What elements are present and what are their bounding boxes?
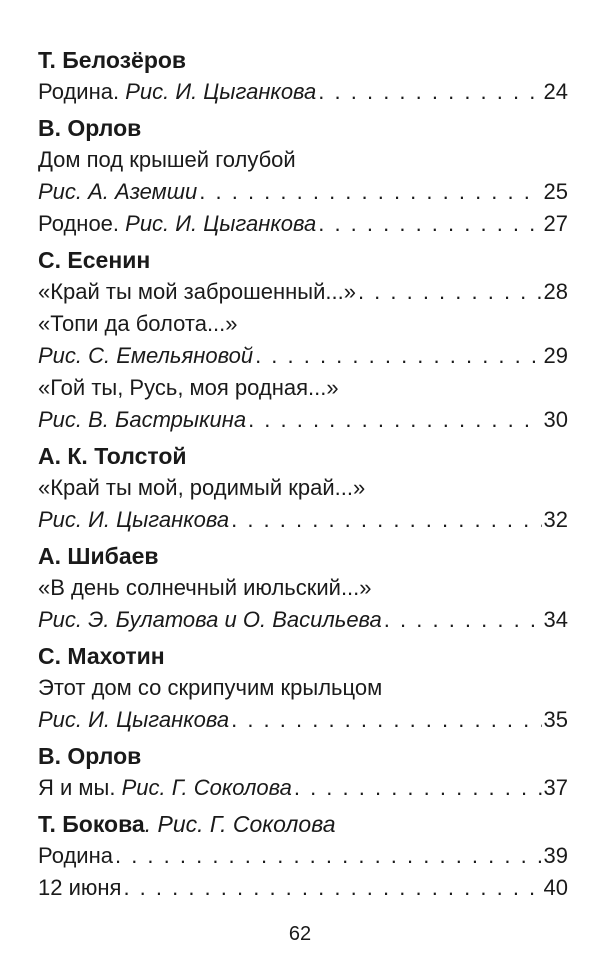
toc-entry-title — [38, 572, 568, 604]
toc-dot-leader — [123, 872, 541, 904]
toc-entry — [38, 208, 568, 240]
toc-entry-title — [38, 872, 121, 904]
toc-entry-title — [38, 340, 253, 372]
toc-entry-page: 39 — [543, 843, 568, 868]
toc-entry — [38, 144, 568, 176]
toc-entry-page: 30 — [543, 407, 568, 432]
toc-entry — [38, 176, 568, 208]
toc-entry-title — [38, 372, 568, 404]
toc-entry-title — [38, 704, 229, 736]
toc-entry-page: 32 — [543, 507, 568, 532]
toc-author — [38, 112, 568, 144]
toc-entry-page: 34 — [543, 607, 568, 632]
toc-entry-title — [38, 176, 197, 208]
toc-entry-title — [38, 404, 246, 436]
toc-entry — [38, 308, 568, 340]
toc-entry-illustrator: Рис. А. Аземши — [38, 179, 198, 204]
toc-entry — [38, 276, 568, 308]
toc-entry-illustrator: Рис. И. Цыганкова — [38, 507, 230, 532]
toc-entry-title — [38, 472, 568, 504]
toc-entry-title — [38, 672, 568, 704]
toc-entry-text: Дом под крышей голубой — [38, 147, 296, 172]
toc-entry-title — [38, 772, 292, 804]
toc-entry-text: «Топи да болота...» — [38, 311, 238, 336]
toc-entry-text: «Гой ты, Русь, моя родная...» — [38, 375, 339, 400]
toc-dot-leader — [115, 840, 542, 872]
toc-entry — [38, 772, 568, 804]
toc-entry-text: 12 июня — [38, 875, 122, 900]
toc-entry-title — [38, 208, 316, 240]
toc-author — [38, 640, 568, 672]
toc-entry-text: Этот дом со скрипучим крыльцом — [38, 675, 383, 700]
toc-entry — [38, 340, 568, 372]
table-of-contents — [38, 40, 568, 904]
toc-entry-illustrator: Рис. И. Цыганкова — [38, 707, 230, 732]
toc-author-illustrator: . Рис. Г. Соколова — [144, 811, 336, 837]
toc-entry-text: Родина. — [38, 79, 126, 104]
toc-entry-text: Я и мы. — [38, 775, 122, 800]
toc-entry-illustrator: Рис. Г. Соколова — [121, 775, 292, 800]
toc-dot-leader — [318, 208, 541, 240]
toc-author-name: В. Орлов — [38, 743, 142, 769]
toc-entry-title — [38, 76, 316, 108]
toc-author — [38, 808, 568, 840]
toc-entry-illustrator: Рис. С. Емельяновой — [38, 343, 254, 368]
toc-author-name: В. Орлов — [38, 115, 142, 141]
toc-entry-text: Родина — [38, 843, 113, 868]
toc-author-name: А. Шибаев — [38, 543, 159, 569]
toc-entry — [38, 672, 568, 704]
toc-author — [38, 44, 568, 76]
toc-dot-leader — [358, 276, 542, 308]
toc-author-name: Т. Бокова — [38, 811, 145, 837]
toc-entry — [38, 604, 568, 636]
toc-author — [38, 740, 568, 772]
toc-entry — [38, 472, 568, 504]
toc-author-name: А. К. Толстой — [38, 443, 187, 469]
toc-entry-page: 35 — [543, 707, 568, 732]
toc-entry-title — [38, 504, 229, 536]
toc-entry-illustrator: Рис. И. Цыганкова — [125, 211, 317, 236]
toc-entry — [38, 404, 568, 436]
toc-author-name: С. Махотин — [38, 643, 165, 669]
toc-entry-page: 40 — [543, 875, 568, 900]
toc-dot-leader — [199, 176, 541, 208]
toc-entry-title — [38, 144, 568, 176]
toc-entry-page: 37 — [543, 775, 568, 800]
toc-author — [38, 244, 568, 276]
toc-entry-page: 25 — [543, 179, 568, 204]
toc-entry-title — [38, 840, 113, 872]
toc-dot-leader — [231, 504, 541, 536]
toc-entry — [38, 504, 568, 536]
toc-author-name: Т. Белозёров — [38, 47, 187, 73]
toc-entry-title — [38, 308, 568, 340]
toc-dot-leader — [318, 76, 541, 108]
toc-dot-leader — [255, 340, 541, 372]
toc-entry — [38, 76, 568, 108]
toc-entry-page: 24 — [543, 79, 568, 104]
toc-entry-text: «Край ты мой, родимый край...» — [38, 475, 366, 500]
toc-entry-page: 28 — [543, 279, 568, 304]
toc-entry-page: 27 — [543, 211, 568, 236]
toc-entry-page: 29 — [543, 343, 568, 368]
toc-entry — [38, 840, 568, 872]
toc-author-name: С. Есенин — [38, 247, 151, 273]
toc-entry-illustrator: Рис. Э. Булатова и О. Васильева — [38, 607, 382, 632]
page-number: 62 — [288, 923, 312, 945]
toc-entry — [38, 572, 568, 604]
toc-entry-text: «В день солнечный июльский...» — [38, 575, 372, 600]
toc-entry-illustrator: Рис. И. Цыганкова — [125, 79, 317, 104]
toc-dot-leader — [384, 604, 542, 636]
toc-author — [38, 440, 568, 472]
toc-author — [38, 540, 568, 572]
toc-entry — [38, 372, 568, 404]
toc-entry-text: «Край ты мой заброшенный...» — [38, 279, 356, 304]
toc-entry — [38, 872, 568, 904]
toc-entry-illustrator: Рис. В. Бастрыкина — [38, 407, 247, 432]
toc-dot-leader — [248, 404, 541, 436]
toc-entry-title — [38, 276, 356, 308]
toc-dot-leader — [294, 772, 542, 804]
toc-entry-text: Родное. — [38, 211, 126, 236]
toc-entry-title — [38, 604, 382, 636]
toc-entry — [38, 704, 568, 736]
toc-dot-leader — [231, 704, 541, 736]
